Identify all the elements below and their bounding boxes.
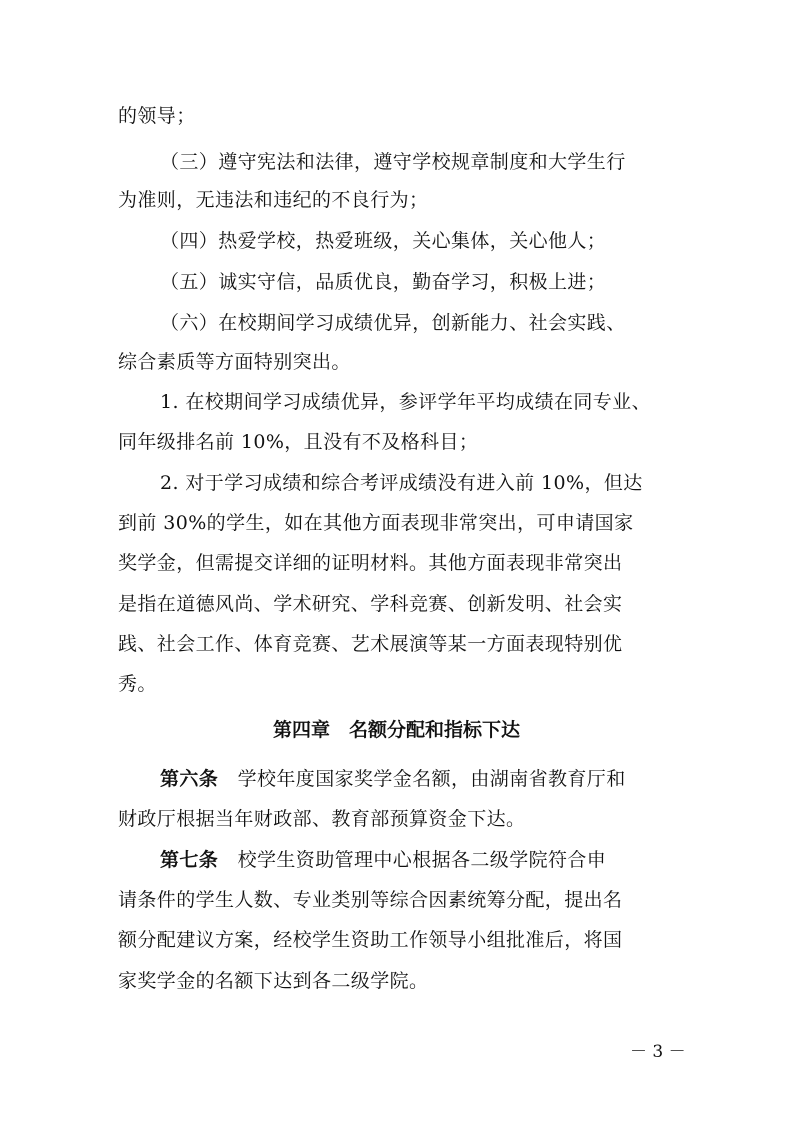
body-line: （六）在校期间学习成绩优异，创新能力、社会实践、 <box>160 312 626 334</box>
body-line: 同年级排名前 10%，且没有不及格科目； <box>118 431 479 453</box>
body-line: 秀。 <box>118 673 157 695</box>
article-7-line-3: 额分配建议方案，经校学生资助工作领导小组批准后，将国 <box>118 929 623 951</box>
article-6-text: 学校年度国家奖学金名额，由湖南省教育厅和 <box>218 768 626 790</box>
article-7-line-1 <box>160 848 606 872</box>
body-line: 践、社会工作、体育竞赛、艺术展演等某一方面表现特别优 <box>118 633 623 655</box>
body-line: 1. 在校期间学习成绩优异，参评学年平均成绩在同专业、 <box>160 391 651 413</box>
article-7-line-2: 请条件的学生人数、专业类别等综合因素统筹分配，提出名 <box>118 889 623 911</box>
article-6-label: 第六条 <box>160 768 219 790</box>
body-line: 综合素质等方面特别突出。 <box>118 351 351 373</box>
article-6-line-2: 财政厅根据当年财政部、教育部预算资金下达。 <box>118 808 526 830</box>
article-6-line-1 <box>160 767 626 791</box>
page-number: － 3 － <box>630 1042 686 1062</box>
chapter-heading: 第四章 名额分配和指标下达 <box>272 719 520 741</box>
body-line: 2. 对于学习成绩和综合考评成绩没有进入前 10%，但达 <box>160 472 643 494</box>
body-line: 的领导； <box>118 105 196 127</box>
body-line: 为准则，无违法和违纪的不良行为； <box>118 189 429 211</box>
body-line: 到前 30%的学生，如在其他方面表现非常突出，可申请国家 <box>118 512 634 534</box>
body-line: （五）诚实守信，品质优良，勤奋学习，积极上进； <box>160 271 607 293</box>
article-7-label: 第七条 <box>160 849 219 871</box>
body-line: （四）热爱学校，热爱班级，关心集体，关心他人； <box>160 230 607 252</box>
body-line: 奖学金，但需提交详细的证明材料。其他方面表现非常突出 <box>118 552 623 574</box>
article-7-line-4: 家奖学金的名额下达到各二级学院。 <box>118 970 429 992</box>
body-line: （三）遵守宪法和法律，遵守学校规章制度和大学生行 <box>160 151 626 173</box>
article-7-text: 校学生资助管理中心根据各二级学院符合申 <box>218 849 607 871</box>
body-line: 是指在道德风尚、学术研究、学科竞赛、创新发明、社会实 <box>118 593 623 615</box>
